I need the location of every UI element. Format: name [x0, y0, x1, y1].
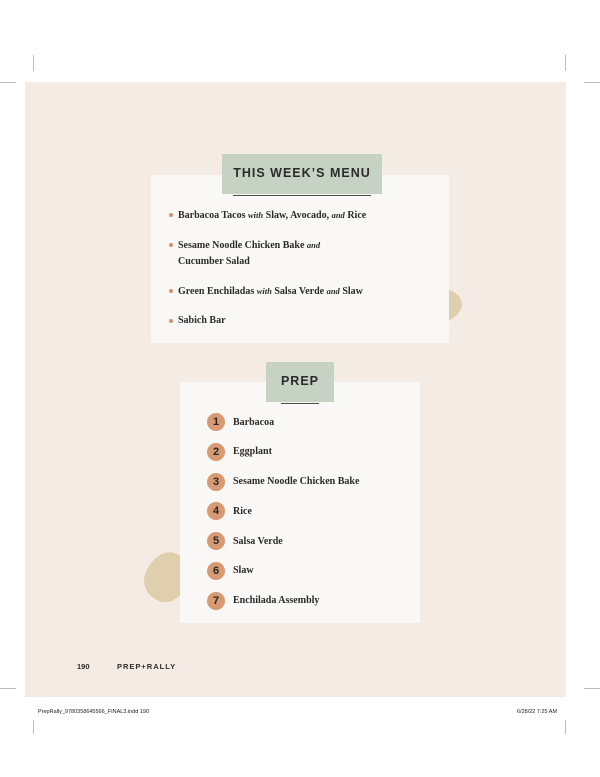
crop-mark-top-right: [565, 55, 566, 71]
step-label: Barbacoa: [233, 416, 275, 428]
menu-item: Green Enchiladas with Salsa Verde and Slaw: [169, 283, 439, 300]
prep-step: [207, 472, 359, 492]
crop-mark-bottom-right: [565, 720, 566, 734]
step-number: 1: [207, 413, 225, 431]
bullet-icon: [169, 243, 173, 247]
step-label: Salsa Verde: [233, 535, 283, 547]
slug-file-name: PrepRally_9780358645566_FINAL3.indd 190: [38, 709, 150, 715]
step-number: 5: [207, 532, 225, 550]
prep-list: [207, 412, 359, 621]
step-number: 7: [207, 592, 225, 610]
step-label: Enchilada Assembly: [233, 595, 320, 607]
prep-heading: PREP: [266, 362, 334, 402]
step-number: 6: [207, 562, 225, 580]
crop-mark-top-left: [33, 55, 34, 71]
prep-step: [207, 501, 359, 521]
page-number: 190: [77, 662, 90, 671]
crop-mark-right-lower: [584, 688, 600, 689]
slug-timestamp: 6/28/22 7:25 AM: [517, 709, 558, 715]
bullet-icon: [169, 213, 173, 217]
prep-step: [207, 442, 359, 462]
crop-mark-bottom-left: [33, 720, 34, 734]
step-number: 2: [207, 443, 225, 461]
menu-card: [151, 175, 449, 343]
crop-mark-left-lower: [0, 688, 16, 689]
step-label: Rice: [233, 505, 252, 517]
prep-step: [207, 561, 359, 581]
prep-step: [207, 591, 359, 611]
page: [25, 82, 566, 697]
prep-step: [207, 531, 359, 551]
bullet-icon: [169, 289, 173, 293]
menu-item: Barbacoa Tacos with Slaw, Avocado, and Rice: [169, 207, 439, 224]
step-label: Slaw: [233, 565, 254, 577]
step-number: 4: [207, 502, 225, 520]
menu-heading: THIS WEEK’S MENU: [222, 154, 382, 194]
step-label: Eggplant: [233, 446, 272, 458]
step-label: Sesame Noodle Chicken Bake: [233, 476, 360, 488]
prep-card: [180, 382, 420, 623]
book-title: PREP+RALLY: [117, 662, 177, 671]
menu-item: Sesame Noodle Chicken Bake and Cucumber Salad: [169, 237, 439, 270]
prep-step: [207, 412, 359, 432]
crop-mark-right-upper: [584, 82, 600, 83]
crop-mark-left-upper: [0, 82, 16, 83]
menu-item: Sabich Bar: [169, 313, 439, 329]
step-number: 3: [207, 473, 225, 491]
menu-list: [169, 207, 439, 342]
bullet-icon: [169, 319, 173, 323]
